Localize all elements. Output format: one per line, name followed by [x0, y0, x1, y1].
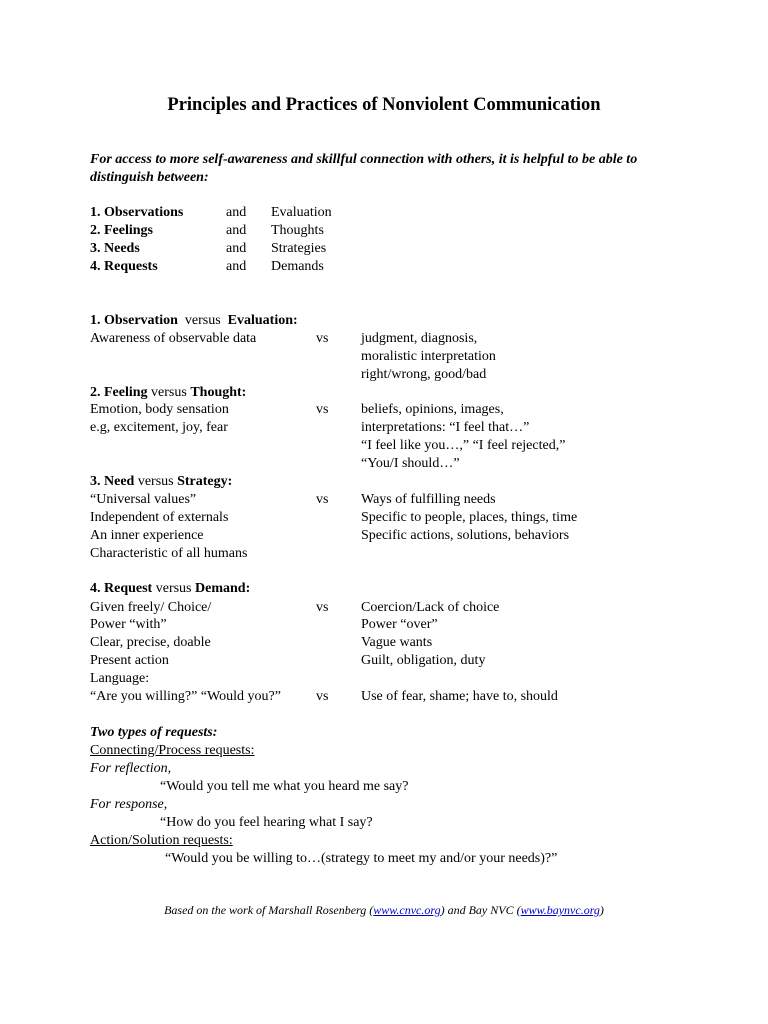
footer-text-post: ) — [599, 903, 604, 917]
section-4-left-2: Power “with” — [90, 617, 167, 632]
pair-right-2: Thoughts — [271, 223, 324, 238]
cnvc-link[interactable]: www.cnvc.org — [373, 903, 441, 917]
section-1-left-1: Awareness of observable data — [90, 331, 257, 346]
section-3-heading — [90, 473, 232, 491]
section-4-right-3: Vague wants — [361, 635, 433, 650]
section-4-left-5: Language: — [90, 671, 150, 686]
pair-right-4: Demands — [271, 259, 324, 274]
section-3-left-4: Characteristic of all humans — [90, 546, 248, 561]
footer-text-pre: Based on the work of Marshall Rosenberg ( — [164, 903, 374, 917]
pair-and-4: and — [226, 259, 247, 274]
action-requests-label: Action/Solution requests: — [90, 833, 233, 848]
for-response-label: For response, — [90, 797, 168, 812]
intro-text: For access to more self-awareness and skillful connection with others, it is helpful to be able to distinguish between: — [90, 152, 638, 185]
pair-left-2: 2. Feelings — [90, 223, 153, 238]
section-2-heading — [90, 384, 246, 402]
baynvc-link[interactable]: www.baynvc.org — [520, 903, 600, 917]
section-2-right-2: interpretations: “I feel that…” — [361, 420, 530, 435]
section-4-term-b: Demand: — [195, 581, 251, 596]
section-3-versus: versus — [137, 474, 174, 489]
pair-left-1: 1. Observations — [90, 205, 184, 220]
section-4-term-a: 4. Request — [90, 581, 153, 596]
response-question: “How do you feel hearing what I say? — [160, 815, 373, 830]
section-3-left-1: “Universal values” — [90, 492, 197, 507]
section-3-left-3: An inner experience — [90, 528, 204, 543]
section-2-right-4: “You/I should…” — [361, 456, 460, 471]
for-reflection-label: For reflection, — [90, 761, 172, 776]
section-4-vs-1: vs — [316, 600, 329, 615]
section-2-left-1: Emotion, body sensation — [90, 402, 229, 417]
section-1-vs: vs — [316, 331, 329, 346]
section-4-heading — [90, 580, 250, 598]
section-4-right-1: Coercion/Lack of choice — [361, 600, 500, 615]
reflection-question: “Would you tell me what you heard me say? — [160, 779, 409, 794]
footer-text-mid: ) and Bay NVC ( — [440, 903, 521, 917]
section-1-term-b: Evaluation: — [227, 313, 298, 328]
section-3-vs: vs — [316, 492, 329, 507]
action-question: “Would you be willing to…(strategy to meet my and/or your needs)?” — [165, 851, 558, 866]
section-1-term-a: 1. Observation — [90, 313, 178, 328]
section-4-left-6: “Are you willing?” “Would you?” — [90, 689, 281, 704]
section-3-right-2: Specific to people, places, things, time — [361, 510, 578, 525]
section-3-term-a: 3. Need — [90, 474, 135, 489]
pair-and-1: and — [226, 205, 247, 220]
section-4-right-4: Guilt, obligation, duty — [361, 653, 486, 668]
section-3-term-b: Strategy: — [177, 474, 233, 489]
section-4-right-2: Power “over” — [361, 617, 438, 632]
section-4-left-1: Given freely/ Choice/ — [90, 600, 212, 615]
section-1-right-3: right/wrong, good/bad — [361, 367, 487, 382]
requests-heading: Two types of requests: — [90, 725, 218, 740]
section-3-right-1: Ways of fulfilling needs — [361, 492, 496, 507]
section-1-heading — [90, 312, 298, 330]
section-4-left-4: Present action — [90, 653, 169, 668]
section-1-right-1: judgment, diagnosis, — [361, 331, 478, 346]
section-2-term-a: 2. Feeling — [90, 385, 148, 400]
section-2-right-3: “I feel like you…,” “I feel rejected,” — [361, 438, 566, 453]
footer-credit — [0, 902, 768, 918]
section-2-vs: vs — [316, 402, 329, 417]
pair-right-1: Evaluation — [271, 205, 332, 220]
section-1-versus: versus — [184, 313, 221, 328]
section-2-term-b: Thought: — [190, 385, 247, 400]
pair-left-4: 4. Requests — [90, 259, 158, 274]
section-4-right-6: Use of fear, shame; have to, should — [361, 689, 558, 704]
section-3-right-3: Specific actions, solutions, behaviors — [361, 528, 570, 543]
section-2-right-1: beliefs, opinions, images, — [361, 402, 504, 417]
section-3-left-2: Independent of externals — [90, 510, 229, 525]
section-1-right-2: moralistic interpretation — [361, 349, 496, 364]
pair-and-3: and — [226, 241, 247, 256]
section-2-versus: versus — [151, 385, 187, 400]
section-2-left-2: e.g, excitement, joy, fear — [90, 420, 228, 435]
pair-right-3: Strategies — [271, 241, 327, 256]
section-4-left-3: Clear, precise, doable — [90, 635, 211, 650]
page-title: Principles and Practices of Nonviolent Communication — [167, 95, 601, 115]
connecting-requests-label: Connecting/Process requests: — [90, 743, 255, 758]
pair-left-3: 3. Needs — [90, 241, 140, 256]
pair-and-2: and — [226, 223, 247, 238]
section-4-versus: versus — [155, 581, 192, 596]
section-4-vs-2: vs — [316, 689, 329, 704]
